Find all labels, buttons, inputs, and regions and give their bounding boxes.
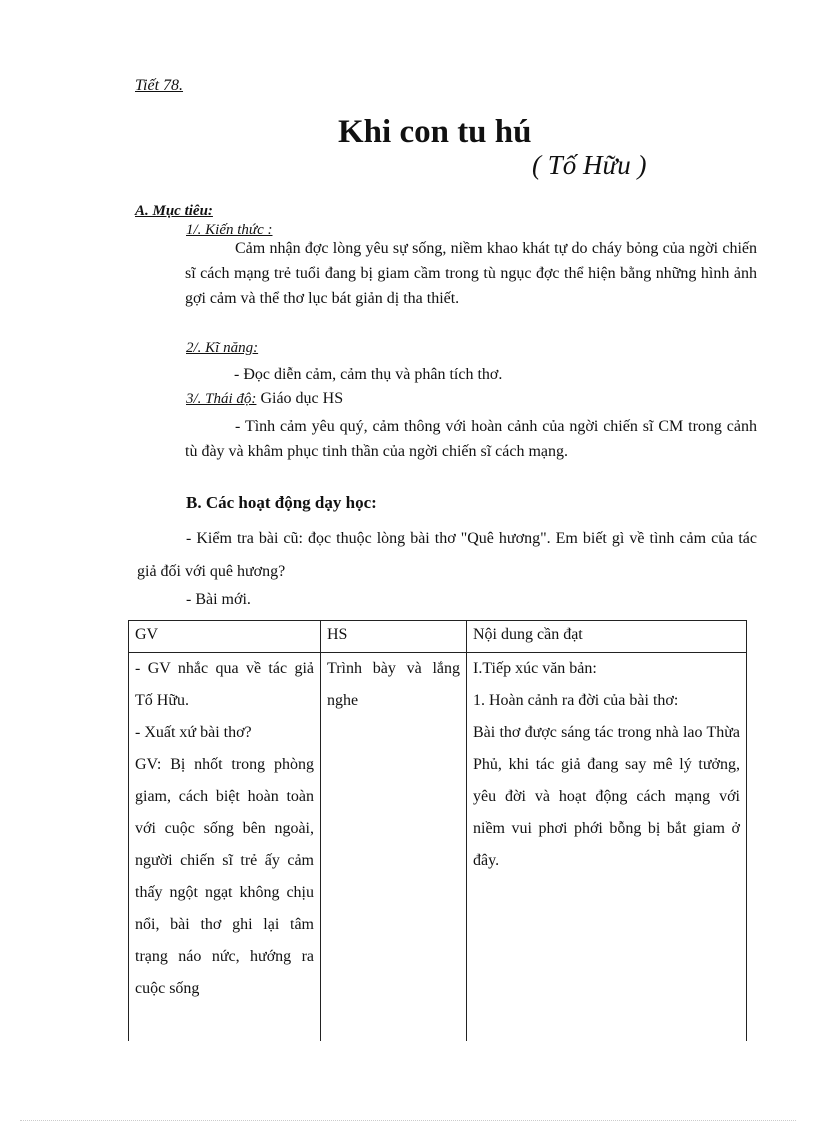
poem-author: ( Tố Hữu ) (532, 150, 647, 180)
gv-line: - Xuất xứ bài thơ? (135, 724, 252, 741)
hs-line: Trình bày và lắng nghe (327, 660, 460, 709)
attitude-label: 3/. Thái độ: (186, 391, 257, 407)
table-header-row (129, 621, 747, 653)
hs-cell (321, 653, 467, 1042)
gv-cell (129, 653, 321, 1042)
table-row (129, 653, 747, 1042)
skills-text: - Đọc diễn cảm, cảm thụ và phân tích thơ. (234, 366, 503, 383)
new-lesson: - Bài mới. (186, 591, 251, 608)
attitude-text: - Tình cảm yêu quý, cảm thông với hoàn cảnh của ngời chiến sĩ CM trong cảnh tù đày và khâm phục tinh thần của ngời chiến sĩ cách mạng. (185, 418, 757, 460)
knowledge-text: Cảm nhận đợc lòng yêu sự sống, niềm khao khát tự do cháy bỏng của ngời chiến sĩ cách mạng trẻ tuổi đang bị giam cầm trong tù ngục đợc thể hiện bằng những hình ảnh gợi cảm và thể thơ lục bát giản dị tha thiết. (185, 240, 757, 307)
attitude-label-suffix: Giáo dục HS (256, 390, 344, 407)
activities-heading: B. Các hoạt động dạy học: (186, 493, 377, 512)
poem-title: Khi con tu hú (338, 114, 532, 150)
lesson-table (128, 620, 747, 1041)
header-gv: GV (129, 621, 321, 653)
gv-line: GV: Bị nhốt trong phòng giam, cách biệt hoàn toàn với cuộc sống bên ngoài, người chiến sĩ trẻ ấy cảm thấy ngột ngạt không chịu nổi, bài thơ ghi lại tâm trạng náo nức, hướng ra cuộc sống (135, 756, 314, 997)
content-line: Bài thơ được sáng tác trong nhà lao Thừa Phủ, khi tác giả đang say mê lý tưởng, yêu đời và hoạt động cách mạng với niềm vui phơi phới bỗng bị bắt giam ở đây. (473, 724, 740, 869)
content-cell (467, 653, 747, 1042)
header-hs: HS (321, 621, 467, 653)
page-bottom-divider (20, 1120, 796, 1121)
lesson-number: Tiết 78. (135, 77, 184, 94)
knowledge-label: 1/. Kiến thức : (186, 222, 273, 238)
objectives-heading: A. Mục tiêu: (135, 203, 213, 219)
attitude-line (186, 390, 343, 408)
content-line: I.Tiếp xúc văn bản: (473, 660, 597, 677)
content-line: 1. Hoàn cảnh ra đời của bài thơ: (473, 692, 679, 709)
review-question: - Kiểm tra bài cũ: đọc thuộc lòng bài thơ "Quê hương". Em biết gì về tình cảm của tác giả đối với quê hương? (137, 530, 757, 580)
skills-label: 2/. Kĩ năng: (186, 340, 259, 356)
header-content: Nội dung cần đạt (467, 621, 747, 653)
gv-line: - GV nhắc qua về tác giả Tố Hữu. (135, 660, 314, 709)
